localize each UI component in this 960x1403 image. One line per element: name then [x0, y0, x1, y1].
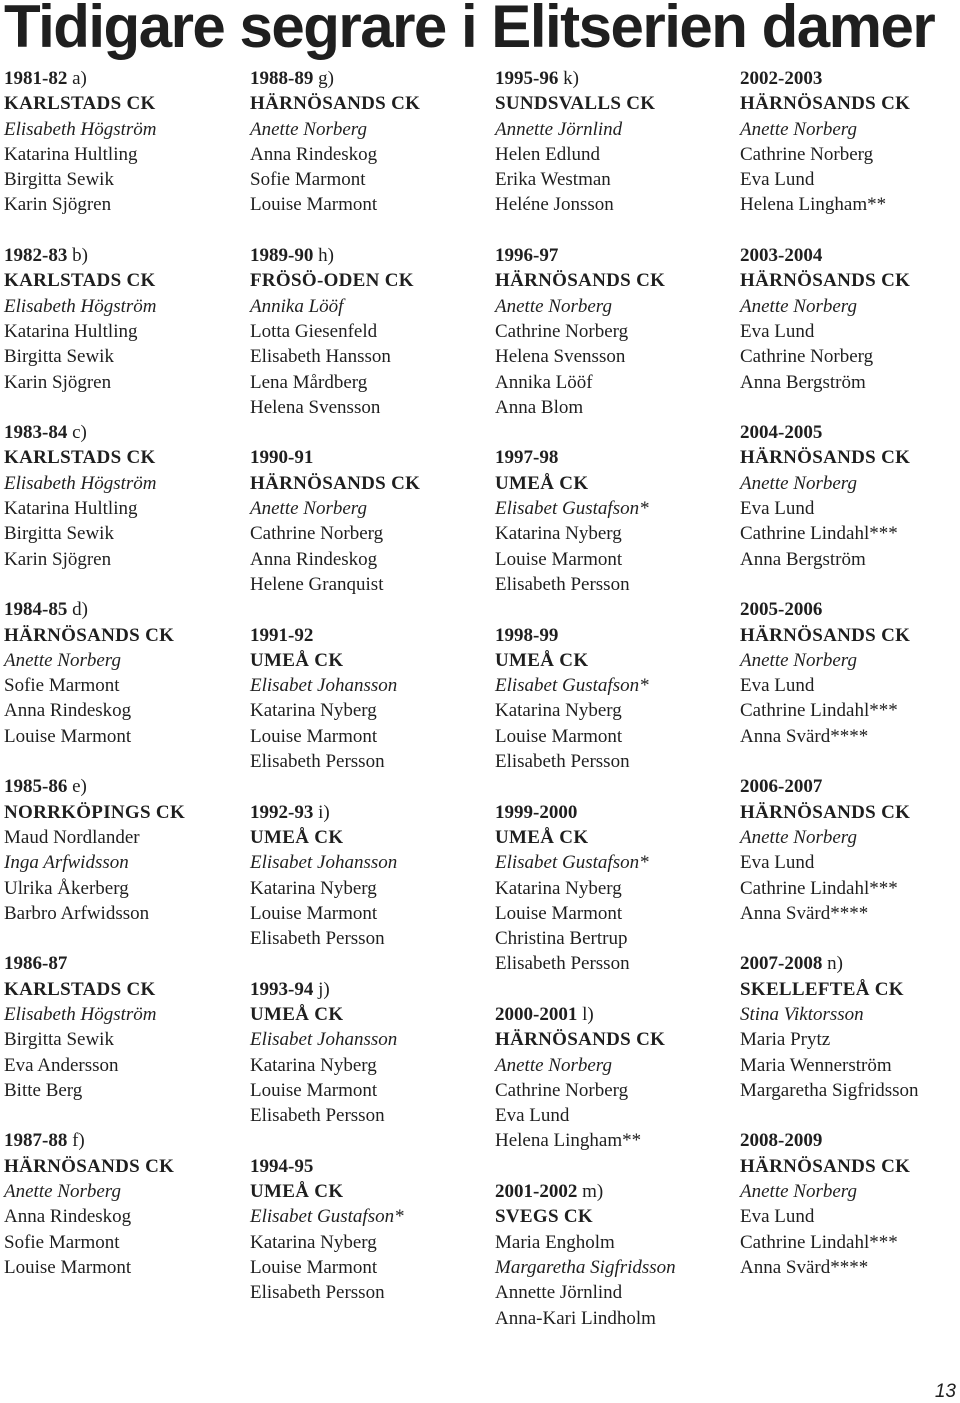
team-member: Cathrine Norberg	[495, 1079, 629, 1101]
season-year: 1981-82	[4, 68, 68, 89]
season-heading	[250, 1154, 490, 1179]
team-member: Louise Marmont	[495, 902, 623, 924]
team-member: Katarina Nyberg	[250, 700, 377, 722]
club-name: HÄRNÖSANDS CK	[740, 93, 911, 115]
season-entry	[250, 445, 490, 597]
season-heading	[740, 951, 960, 976]
season-heading	[740, 243, 960, 268]
season-heading	[250, 977, 490, 1002]
season-entry	[250, 66, 490, 218]
team-member: Anna Blom	[495, 396, 584, 418]
team-member: Anna Bergström	[740, 371, 866, 393]
club-name: UMEÅ CK	[495, 472, 589, 494]
club-name: HÄRNÖSANDS CK	[250, 472, 421, 494]
season-heading	[740, 774, 960, 799]
club-name: KARLSTADS CK	[4, 447, 156, 469]
team-member: Heléne Jonsson	[495, 194, 614, 216]
team-captain: Elisabeth Högström	[4, 1003, 157, 1025]
club-name: HÄRNÖSANDS CK	[740, 1155, 911, 1177]
season-entry	[250, 623, 490, 775]
team-member: Annette Jörnlind	[495, 1282, 623, 1304]
team-member: Karin Sjögren	[4, 548, 112, 570]
club-name: UMEÅ CK	[495, 649, 589, 671]
team-captain: Elisabet Johansson	[250, 675, 398, 697]
season-heading	[495, 800, 735, 825]
season-heading	[250, 66, 490, 91]
season-year: 1995-96	[495, 68, 559, 89]
winners-column	[250, 66, 490, 1331]
club-name: SKELLEFTEÅ CK	[740, 978, 904, 1000]
season-year: 2006-2007	[740, 776, 823, 798]
season-heading	[4, 66, 244, 91]
club-name: HÄRNÖSANDS CK	[495, 270, 666, 292]
season-heading	[250, 800, 490, 825]
team-member: Helena Lingham**	[495, 1130, 642, 1152]
team-member: Lotta Giesenfeld	[250, 320, 378, 342]
team-member: Karin Sjögren	[4, 371, 112, 393]
season-entry	[740, 597, 960, 749]
season-entry	[740, 243, 960, 395]
team-member: Cathrine Lindahl***	[740, 700, 898, 722]
season-year: 1991-92	[250, 624, 314, 646]
team-member: Louise Marmont	[250, 1079, 378, 1101]
team-member: Eva Lund	[740, 320, 815, 342]
team-member: Maud Nordlander	[4, 826, 140, 848]
season-heading	[740, 1128, 960, 1153]
club-name: UMEÅ CK	[250, 826, 344, 848]
season-entry	[495, 1179, 735, 1331]
season-heading	[4, 1128, 244, 1153]
team-member: Elisabeth Persson	[250, 1105, 385, 1127]
team-member: Katarina Nyberg	[250, 1054, 377, 1076]
season-footnote-ref: e)	[72, 776, 87, 798]
team-member: Elisabeth Persson	[250, 928, 385, 950]
season-footnote-ref: a)	[72, 68, 87, 89]
team-member: Cathrine Lindahl***	[740, 523, 898, 545]
season-heading	[740, 597, 960, 622]
season-footnote-ref: k)	[563, 68, 579, 89]
season-year: 1988-89	[250, 68, 314, 89]
season-entry	[495, 800, 735, 977]
team-member: Birgitta Sewik	[4, 1029, 114, 1051]
team-member: Katarina Hultling	[4, 320, 138, 342]
season-entry	[740, 420, 960, 572]
team-member: Lena Mårdberg	[250, 371, 368, 393]
season-entry	[740, 66, 960, 218]
team-captain: Anette Norberg	[740, 826, 857, 848]
season-entry	[4, 597, 244, 749]
season-entry	[495, 1002, 735, 1154]
season-year: 1984-85	[4, 599, 68, 621]
team-member: Anna Rindeskog	[4, 1206, 132, 1228]
team-member: Sofie Marmont	[4, 675, 120, 697]
club-name: HÄRNÖSANDS CK	[740, 270, 911, 292]
season-year: 2005-2006	[740, 599, 823, 621]
team-member: Anna Svärd****	[740, 902, 869, 924]
club-name: HÄRNÖSANDS CK	[495, 1029, 666, 1051]
season-entry	[740, 951, 960, 1103]
team-member: Eva Lund	[740, 852, 815, 874]
team-member: Cathrine Norberg	[740, 346, 874, 368]
team-member: Anna Svärd****	[740, 725, 869, 747]
team-member: Elisabeth Persson	[250, 751, 385, 773]
team-member: Karin Sjögren	[4, 194, 112, 216]
season-year: 1986-87	[4, 953, 68, 975]
team-member: Eva Lund	[495, 1105, 570, 1127]
club-name: UMEÅ CK	[250, 649, 344, 671]
team-captain: Stina Viktorsson	[740, 1003, 864, 1025]
season-footnote-ref: g)	[318, 68, 334, 89]
team-captain: Anette Norberg	[740, 1181, 857, 1203]
team-captain: Elisabeth Högström	[4, 118, 157, 140]
season-heading	[495, 66, 735, 91]
team-member: Elisabeth Persson	[495, 953, 630, 975]
team-captain: Elisabet Gustafson*	[250, 1206, 404, 1228]
team-member: Anna Rindeskog	[250, 143, 378, 165]
season-heading	[250, 243, 490, 268]
team-member: Louise Marmont	[250, 194, 378, 216]
team-member: Louise Marmont	[4, 1256, 132, 1278]
club-name: KARLSTADS CK	[4, 978, 156, 1000]
season-year: 1989-90	[250, 245, 314, 267]
team-member: Erika Westman	[495, 169, 611, 191]
season-heading	[495, 445, 735, 470]
team-member: Louise Marmont	[4, 725, 132, 747]
team-captain: Anette Norberg	[4, 649, 121, 671]
season-entry	[740, 1128, 960, 1280]
team-member: Katarina Nyberg	[495, 523, 622, 545]
team-member: Elisabeth Hansson	[250, 346, 391, 368]
season-year: 2004-2005	[740, 422, 823, 444]
season-year: 2000-2001	[495, 1003, 578, 1025]
season-entry	[4, 420, 244, 572]
season-heading	[495, 243, 735, 268]
team-member: Cathrine Norberg	[740, 143, 874, 165]
season-heading	[4, 774, 244, 799]
team-member: Anna-Kari Lindholm	[495, 1307, 656, 1329]
team-member: Helena Lingham**	[740, 194, 887, 216]
team-member: Cathrine Norberg	[495, 320, 629, 342]
club-name: SVEGS CK	[495, 1206, 593, 1228]
team-member: Anna Rindeskog	[250, 548, 378, 570]
season-year: 1994-95	[250, 1155, 314, 1177]
club-name: HÄRNÖSANDS CK	[4, 1155, 175, 1177]
season-year: 1992-93	[250, 801, 314, 823]
team-member: Eva Andersson	[4, 1054, 119, 1076]
season-entry	[4, 66, 244, 218]
club-name: HÄRNÖSANDS CK	[740, 624, 911, 646]
team-member: Louise Marmont	[250, 1256, 378, 1278]
team-member: Ulrika Åkerberg	[4, 877, 129, 899]
team-member: Sofie Marmont	[4, 1231, 120, 1253]
team-member: Helene Granquist	[250, 573, 384, 595]
team-member: Eva Lund	[740, 1206, 815, 1228]
club-name: UMEÅ CK	[250, 1181, 344, 1203]
season-entry	[4, 774, 244, 926]
team-captain: Margaretha Sigfridsson	[495, 1256, 676, 1278]
team-member: Helen Edlund	[495, 143, 601, 165]
team-captain: Elisabet Johansson	[250, 1029, 398, 1051]
team-member: Cathrine Lindahl***	[740, 1231, 898, 1253]
team-captain: Anette Norberg	[250, 118, 367, 140]
team-member: Bitte Berg	[4, 1079, 83, 1101]
team-captain: Elisabet Johansson	[250, 852, 398, 874]
season-footnote-ref: i)	[318, 801, 330, 823]
season-footnote-ref: d)	[72, 599, 88, 621]
team-member: Maria Wennerström	[740, 1054, 892, 1076]
team-member: Margaretha Sigfridsson	[740, 1079, 919, 1101]
season-year: 1996-97	[495, 245, 559, 267]
season-year: 1990-91	[250, 447, 314, 469]
team-member: Birgitta Sewik	[4, 523, 114, 545]
team-member: Katarina Hultling	[4, 143, 138, 165]
team-captain: Anette Norberg	[250, 498, 367, 520]
team-captain: Anette Norberg	[495, 295, 612, 317]
season-year: 2001-2002	[495, 1181, 578, 1203]
team-member: Christina Bertrup	[495, 928, 628, 950]
team-member: Helena Svensson	[250, 396, 381, 418]
season-entry	[250, 800, 490, 952]
club-name: KARLSTADS CK	[4, 93, 156, 115]
season-heading	[4, 243, 244, 268]
club-name: KARLSTADS CK	[4, 270, 156, 292]
team-captain: Elisabeth Högström	[4, 295, 157, 317]
season-year: 1982-83	[4, 245, 68, 267]
season-year: 2008-2009	[740, 1130, 823, 1152]
season-entry	[4, 1128, 244, 1280]
season-entry	[495, 623, 735, 775]
team-captain: Elisabet Gustafson*	[495, 852, 649, 874]
team-member: Anna Svärd****	[740, 1256, 869, 1278]
season-year: 1983-84	[4, 422, 68, 444]
team-member: Eva Lund	[740, 169, 815, 191]
season-heading	[740, 420, 960, 445]
team-captain: Anette Norberg	[740, 649, 857, 671]
season-year: 1998-99	[495, 624, 559, 646]
team-captain: Annette Jörnlind	[495, 118, 623, 140]
team-member: Maria Prytz	[740, 1029, 831, 1051]
team-member: Louise Marmont	[250, 902, 378, 924]
team-member: Sofie Marmont	[250, 169, 366, 191]
club-name: UMEÅ CK	[495, 826, 589, 848]
team-member: Elisabeth Persson	[250, 1282, 385, 1304]
season-footnote-ref: l)	[582, 1003, 594, 1025]
team-member: Katarina Nyberg	[250, 877, 377, 899]
season-year: 2003-2004	[740, 245, 823, 267]
team-member: Katarina Nyberg	[250, 1231, 377, 1253]
team-member: Elisabeth Persson	[495, 751, 630, 773]
team-captain: Elisabet Gustafson*	[495, 498, 649, 520]
season-footnote-ref: j)	[318, 978, 330, 1000]
team-captain: Elisabet Gustafson*	[495, 675, 649, 697]
team-member: Elisabeth Persson	[495, 573, 630, 595]
team-member: Cathrine Norberg	[250, 523, 384, 545]
season-heading	[4, 597, 244, 622]
season-entry	[740, 774, 960, 926]
winners-column	[740, 66, 960, 1306]
season-footnote-ref: n)	[827, 953, 843, 975]
season-year: 1985-86	[4, 776, 68, 798]
team-member: Birgitta Sewik	[4, 346, 114, 368]
team-member: Anna Bergström	[740, 548, 866, 570]
team-member: Annika Lööf	[495, 371, 593, 393]
team-member: Katarina Nyberg	[495, 700, 622, 722]
team-member: Louise Marmont	[250, 725, 378, 747]
club-name: HÄRNÖSANDS CK	[250, 93, 421, 115]
team-captain: Anette Norberg	[740, 118, 857, 140]
season-footnote-ref: b)	[72, 245, 88, 267]
team-captain: Inga Arfwidsson	[4, 852, 129, 874]
team-captain: Anette Norberg	[4, 1181, 121, 1203]
season-entry	[495, 243, 735, 420]
team-member: Louise Marmont	[495, 725, 623, 747]
club-name: UMEÅ CK	[250, 1003, 344, 1025]
season-entry	[495, 66, 735, 218]
season-entry	[250, 1154, 490, 1306]
page-number: 13	[934, 1381, 956, 1402]
season-entry	[4, 243, 244, 395]
team-member: Katarina Nyberg	[495, 877, 622, 899]
team-member: Cathrine Lindahl***	[740, 877, 898, 899]
season-footnote-ref: h)	[318, 245, 334, 267]
season-heading	[740, 66, 960, 91]
team-member: Anna Rindeskog	[4, 700, 132, 722]
winners-column	[495, 66, 735, 1356]
season-footnote-ref: f)	[72, 1130, 85, 1152]
club-name: HÄRNÖSANDS CK	[4, 624, 175, 646]
season-entry	[495, 445, 735, 597]
team-member: Birgitta Sewik	[4, 169, 114, 191]
season-year: 2007-2008	[740, 953, 823, 975]
season-heading	[495, 623, 735, 648]
team-member: Helena Svensson	[495, 346, 626, 368]
team-captain: Anette Norberg	[740, 472, 857, 494]
season-heading	[250, 445, 490, 470]
team-captain: Annika Lööf	[250, 295, 344, 317]
winners-column	[4, 66, 244, 1306]
club-name: HÄRNÖSANDS CK	[740, 447, 911, 469]
season-entry	[250, 243, 490, 420]
team-captain: Elisabeth Högström	[4, 472, 157, 494]
season-year: 2002-2003	[740, 68, 823, 89]
season-entry	[4, 951, 244, 1103]
season-footnote-ref: m)	[582, 1181, 604, 1203]
season-heading	[495, 1179, 735, 1204]
team-member: Barbro Arfwidsson	[4, 902, 150, 924]
team-member: Katarina Hultling	[4, 498, 138, 520]
team-member: Eva Lund	[740, 675, 815, 697]
season-year: 1999-2000	[495, 801, 578, 823]
season-heading	[250, 623, 490, 648]
team-captain: Anette Norberg	[740, 295, 857, 317]
club-name: HÄRNÖSANDS CK	[740, 801, 911, 823]
club-name: FRÖSÖ-ODEN CK	[250, 270, 414, 292]
club-name: SUNDSVALLS CK	[495, 93, 656, 115]
season-year: 1993-94	[250, 978, 314, 1000]
team-captain: Anette Norberg	[495, 1054, 612, 1076]
team-member: Louise Marmont	[495, 548, 623, 570]
team-member: Eva Lund	[740, 498, 815, 520]
club-name: NORRKÖPINGS CK	[4, 801, 186, 823]
season-year: 1987-88	[4, 1130, 68, 1152]
season-entry	[250, 977, 490, 1129]
season-heading	[4, 420, 244, 445]
team-member: Maria Engholm	[495, 1231, 615, 1253]
page-title: Tidigare segrare i Elitserien damer	[4, 0, 935, 60]
season-heading	[495, 1002, 735, 1027]
season-heading	[4, 951, 244, 976]
season-year: 1997-98	[495, 447, 559, 469]
season-footnote-ref: c)	[72, 422, 87, 444]
